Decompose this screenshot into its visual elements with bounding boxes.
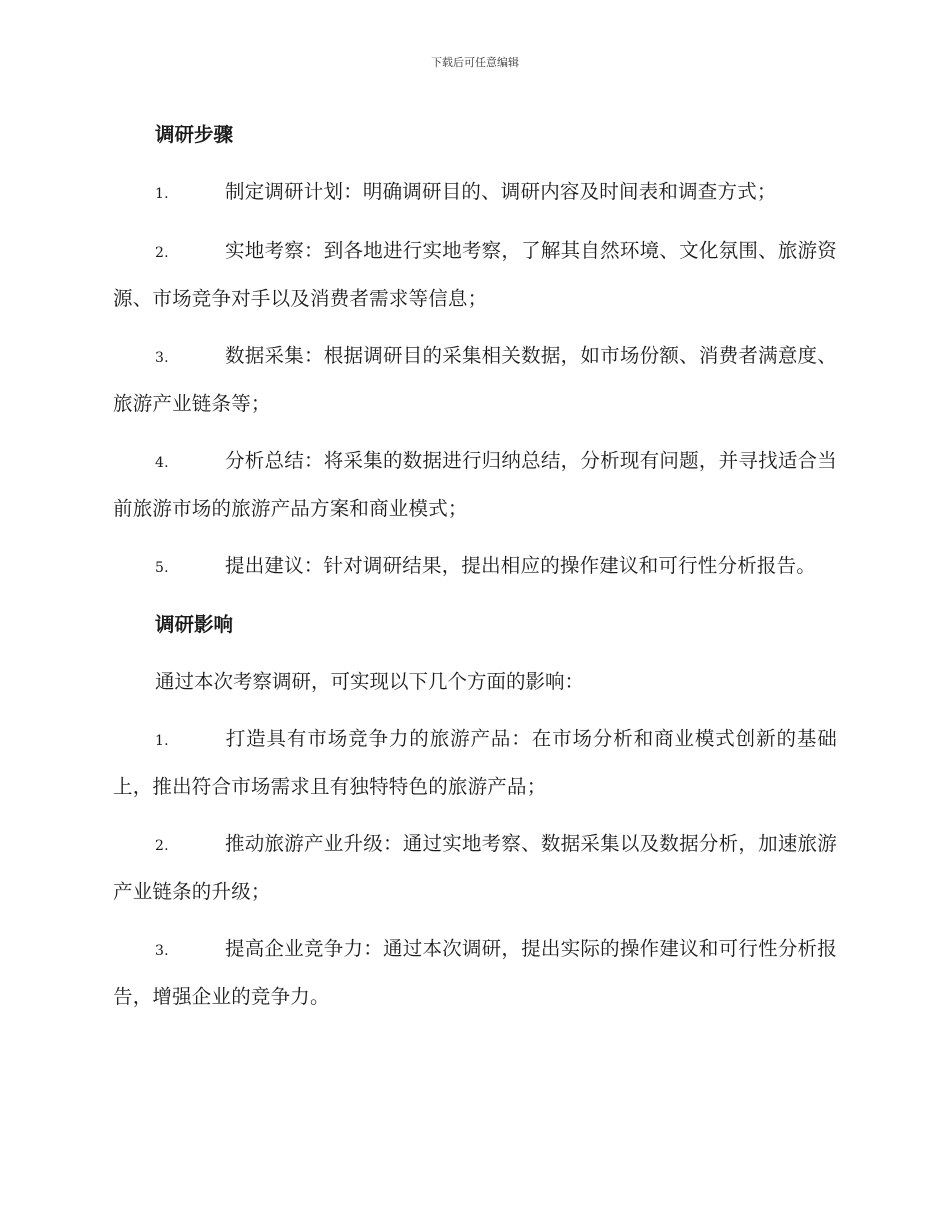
list-number: 5.	[155, 560, 169, 576]
list-text: 数据采集：根据调研目的采集相关数据，如市场份额、消费者满意度、旅游产业链条等；	[113, 344, 837, 415]
list-text: 提出建议：针对调研结果，提出相应的操作建议和可行性分析报告。	[225, 554, 817, 577]
list-number: 4.	[155, 455, 169, 471]
list-item	[113, 438, 837, 532]
list-number: 3.	[155, 943, 169, 959]
list-text: 打造具有市场竞争力的旅游产品：在市场分析和商业模式创新的基础上，推出符合市场需求且有独特特色的旅游产品；	[113, 727, 837, 798]
list-text: 实地考察：到各地进行实地考察，了解其自然环境、文化氛围、旅游资源、市场竞争对手以及消费者需求等信息；	[113, 239, 837, 310]
list-number: 1.	[155, 733, 169, 749]
list-number: 3.	[155, 350, 169, 366]
list-item	[113, 543, 837, 591]
list-text: 制定调研计划：明确调研目的、调研内容及时间表和调查方式；	[225, 180, 777, 203]
page-header: 下载后可任意编辑	[431, 56, 519, 69]
section-heading-steps: 调研步骤	[155, 123, 234, 146]
intro-paragraph: 通过本次考察调研，可实现以下几个方面的影响：	[155, 670, 585, 693]
list-number: 1.	[155, 186, 169, 202]
list-item	[113, 169, 837, 217]
list-item	[113, 333, 837, 427]
list-item	[113, 228, 837, 322]
list-item	[113, 716, 837, 810]
list-number: 2.	[155, 245, 169, 261]
list-item	[113, 821, 837, 915]
list-text: 分析总结：将采集的数据进行归纳总结，分析现有问题，并寻找适合当前旅游市场的旅游产品方案和商业模式；	[113, 449, 837, 520]
list-text: 推动旅游产业升级：通过实地考察、数据采集以及数据分析，加速旅游产业链条的升级；	[113, 832, 837, 903]
list-item	[113, 926, 837, 1020]
document-body	[113, 112, 837, 1031]
list-number: 2.	[155, 838, 169, 854]
list-text: 提高企业竞争力：通过本次调研，提出实际的操作建议和可行性分析报告，增强企业的竞争力。	[113, 937, 837, 1008]
section-heading-impact: 调研影响	[155, 613, 234, 636]
